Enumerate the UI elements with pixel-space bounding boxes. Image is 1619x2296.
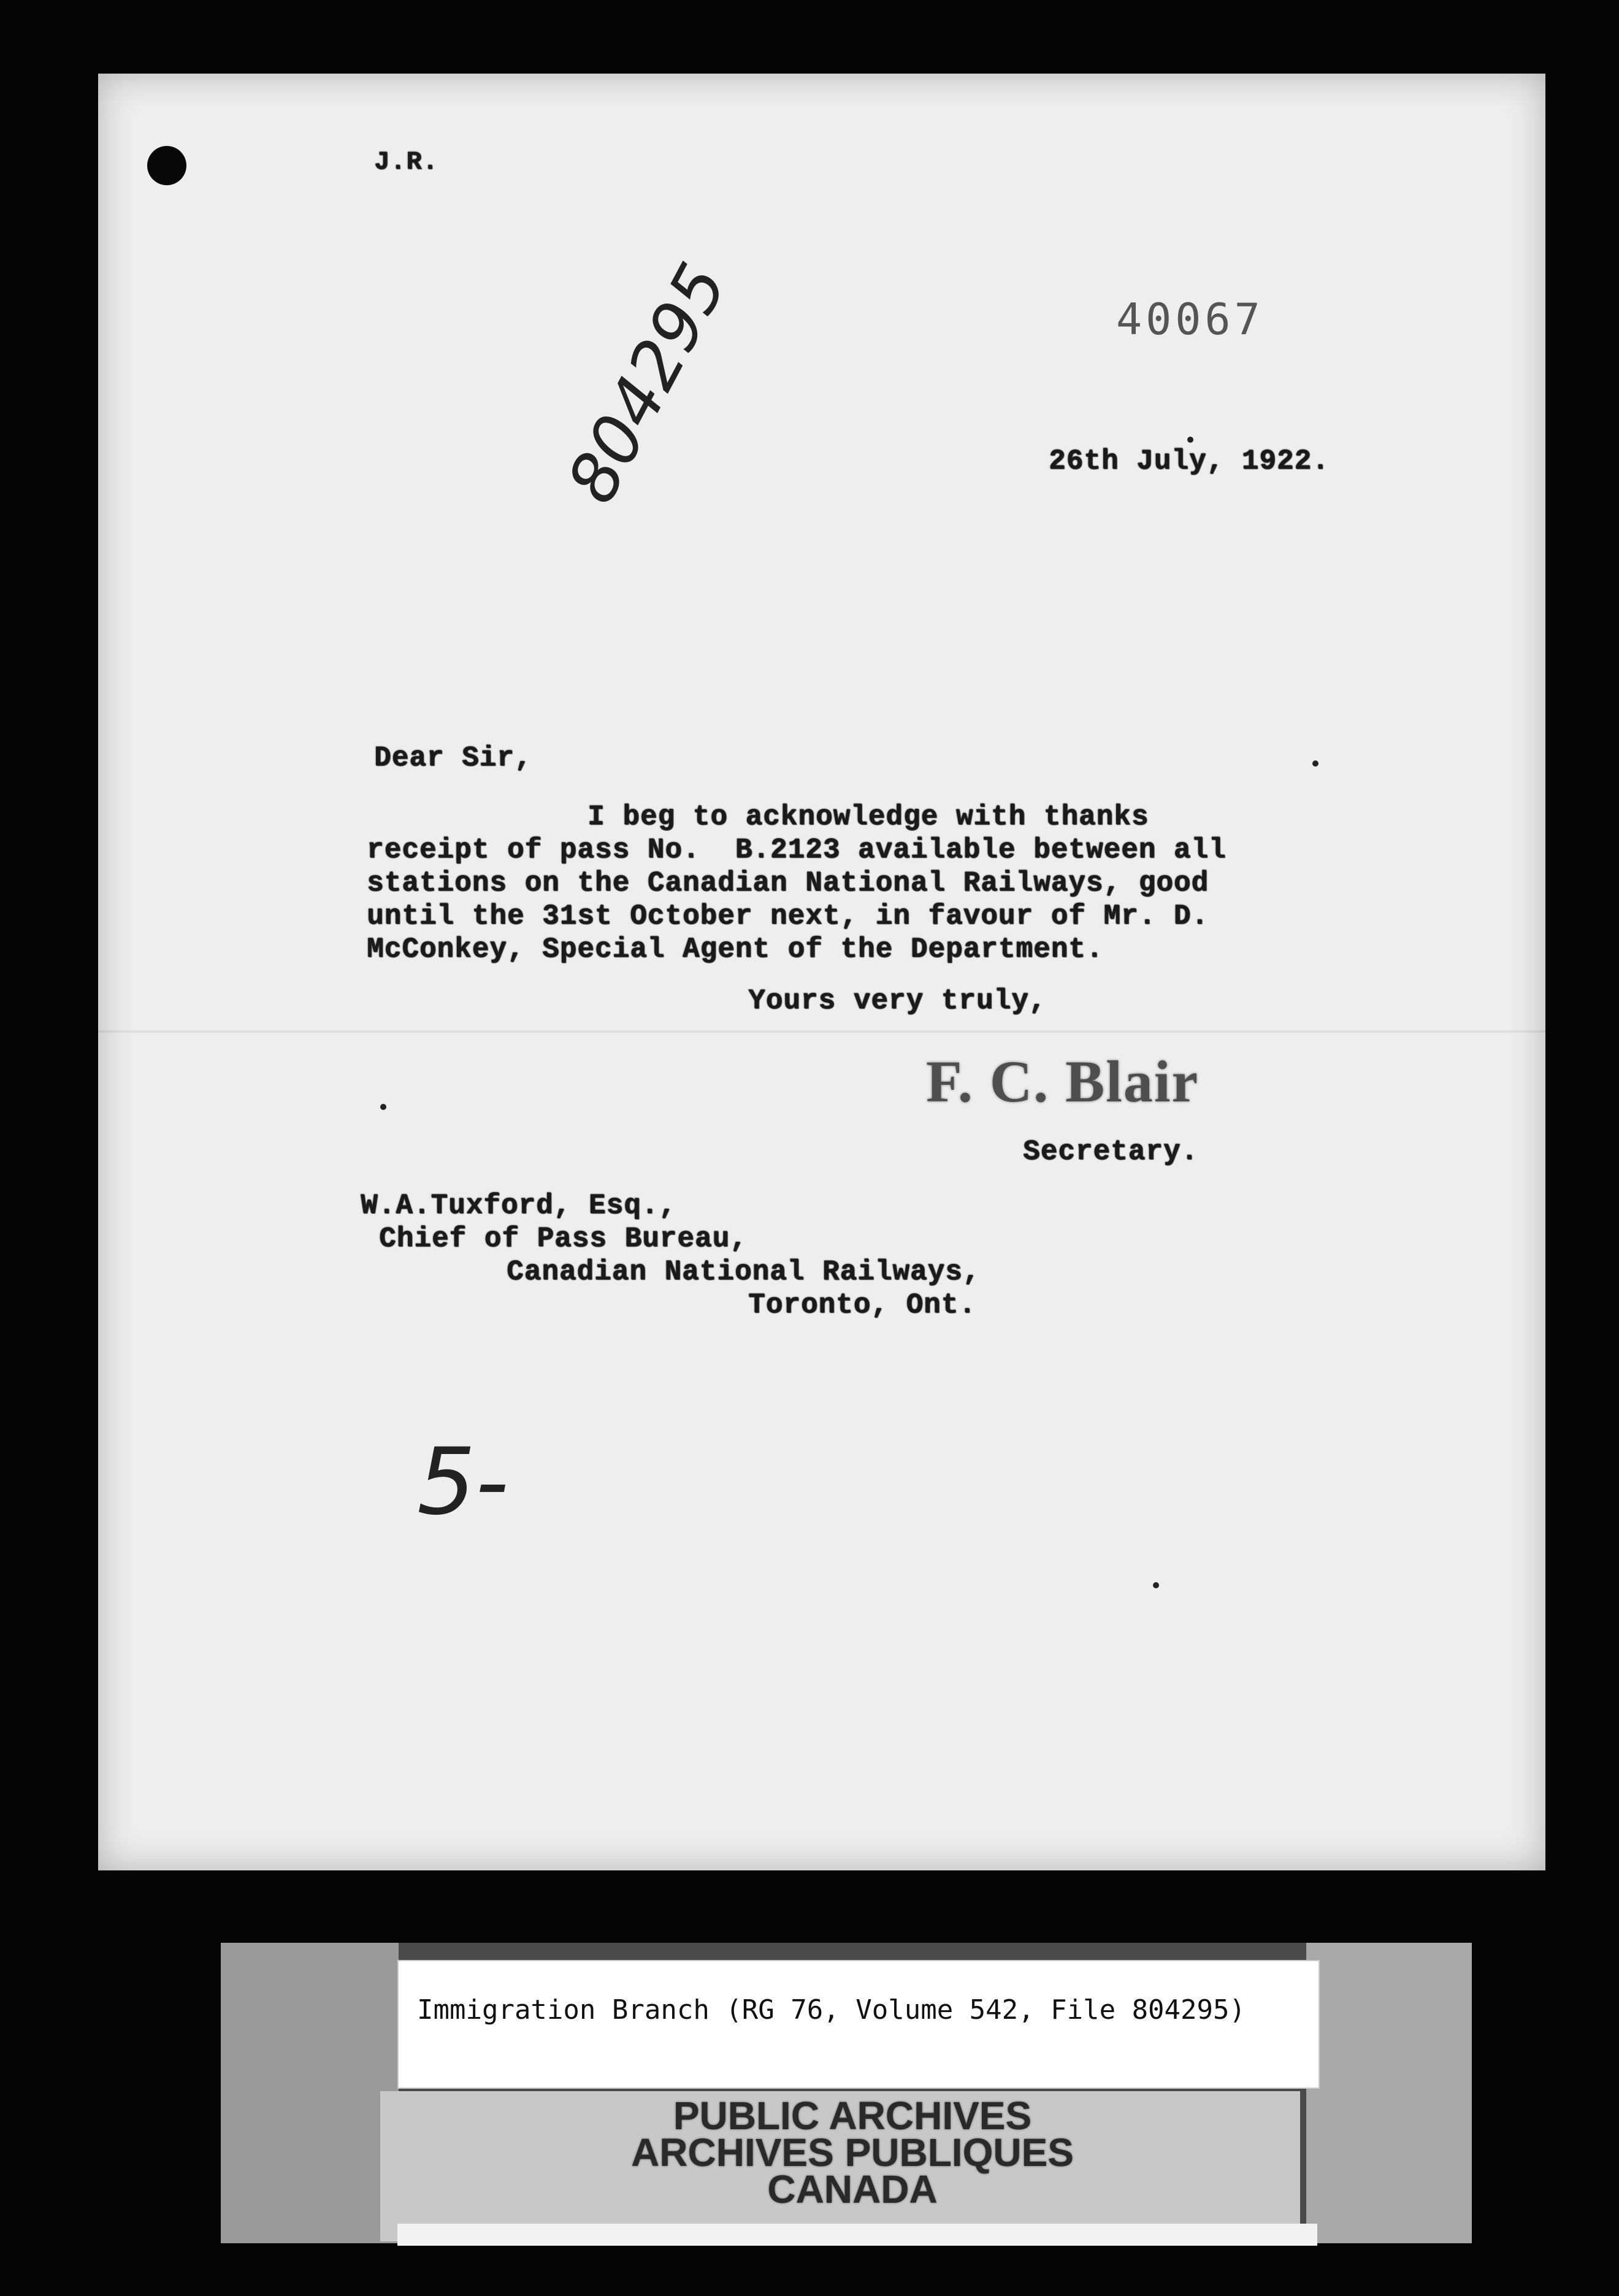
initials: J.R.: [374, 147, 438, 177]
body-line: receipt of pass No. B.2123 available between all: [367, 834, 1227, 866]
file-stamp-number: 40067: [1116, 294, 1264, 345]
letter-sheet: [98, 74, 1545, 1870]
body-line: McConkey, Special Agent of the Department.: [367, 933, 1104, 965]
addressee-line: Toronto, Ont.: [748, 1289, 976, 1321]
signature-stamp: F. C. Blair: [926, 1049, 1200, 1114]
archive-label-text: Immigration Branch (RG 76, Volume 542, File 804295): [417, 1994, 1246, 2026]
archive-stamp-line: PUBLIC ARCHIVES: [673, 2094, 1032, 2138]
closing: Yours very truly,: [748, 985, 1047, 1017]
body-line: until the 31st October next, in favour of Mr. D.: [367, 900, 1209, 932]
archive-strip-right: [1306, 1943, 1472, 2243]
speck: [1312, 760, 1319, 767]
handwritten-file-number: 804295: [552, 251, 743, 516]
archive-strip-bottom: [397, 2224, 1317, 2246]
handwritten-note: 5-: [417, 1429, 509, 1536]
body-line: stations on the Canadian National Railways, good: [367, 867, 1209, 899]
letter-date: 26th July, 1922.: [1049, 445, 1330, 477]
addressee-line: Chief of Pass Bureau,: [379, 1223, 748, 1255]
signer-title: Secretary.: [1023, 1136, 1199, 1168]
speck: [1153, 1582, 1159, 1588]
salutation: Dear Sir,: [374, 742, 532, 774]
archive-stamp: [564, 2094, 1141, 2211]
archive-stamp-line: CANADA: [767, 2167, 938, 2211]
speck: [1187, 437, 1193, 443]
body-line: I beg to acknowledge with thanks: [588, 801, 1149, 833]
speck: [380, 1104, 386, 1110]
archive-strip-left: [221, 1943, 399, 2243]
addressee-line: W.A.Tuxford, Esq.,: [361, 1190, 676, 1222]
archive-label: [397, 1960, 1320, 2089]
addressee-line: Canadian National Railways,: [507, 1256, 981, 1288]
archive-stamp-line: ARCHIVES PUBLIQUES: [631, 2130, 1074, 2175]
ink-blot: [147, 146, 186, 185]
paper-fold: [98, 1030, 1545, 1033]
